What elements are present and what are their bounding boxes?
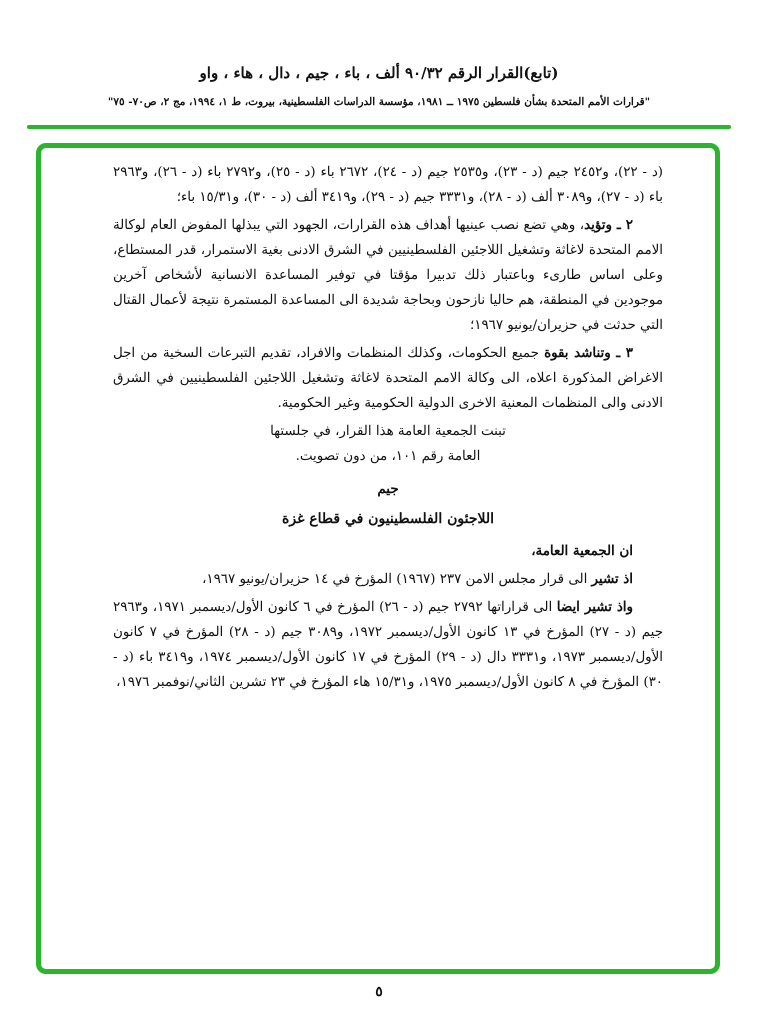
source-citation: "قرارات الأمم المتحدة بشأن فلسطين ١٩٧٥ ــ ١٩٨١، مؤسسة الدراسات الفلسطينية، بيروت، ط ١، ١٩٩٤، مج ٢، ص٧٠- ٧٥" [107,96,651,108]
paragraph-2-text: ، وهي تضع نصب عينيها أهداف هذه القرارات، الجهود التي يبذلها المفوض العام لوكالة الامم المتحدة لاغاثة وتشغيل اللاجئين الفلسطينيين في الشرق الادنى بغية الاستمرار، قدر المستطاع، وعلى اساس طارىء وباعتبار ذلك تدبيرا مؤقتا في توفير المساعدة الانسانية لأشخاص آخرين موجودين في المنطقة، هم حاليا نازحون وبحاجة شديدة الى المساعدة المستمرة نتيجة لأعمال القتال التي حدثت في حزيران/يونيو ١٩٦٧؛ [113,218,663,333]
recital-2 [113,595,663,695]
recital-2-text: الى قراراتها ٢٧٩٢ جيم (د - ٢٦) المؤرخ في ٦ كانون الأول/ديسمبر ١٩٧١، و٢٩٦٣ جيم (د - ٢٧) المؤرخ في ١٣ كانون الأول/ديسمبر ١٩٧٢، و٣٠٨٩ جيم (د - ٢٨) المؤرخ في ٧ كانون الأول/ديسمبر ١٩٧٣، و٣٣٣١ دال (د - ٢٩) المؤرخ في ١٧ كانون الأول/ديسمبر ١٩٧٤، و٣٤١٩ باء (د - ٣٠) المؤرخ في ٨ كانون الأول/ديسمبر ١٩٧٥، و١٥/٣١ هاء المؤرخ في ٢٣ تشرين الثاني/نوفمبر ١٩٧٦، [113,600,663,690]
paragraph-2 [113,213,663,338]
document-body [113,160,663,698]
preamble-lead: ان الجمعية العامة، [531,543,633,559]
paragraph-3-lead: ٣ ـ وتناشد بقوة [544,345,633,361]
page-number: ٥ [375,984,383,1000]
paragraph-3 [113,341,663,416]
recital-2-lead: واذ تشير ايضا [556,599,633,615]
adoption-note: تبنت الجمعية العامة هذا القرار، في جلستها العامة رقم ١٠١، من دون تصويت. [270,424,506,464]
document-title: (تابع)القرار الرقم ٩٠/٣٢ ألف ، باء ، جيم ، دال ، هاء ، واو [199,64,559,82]
paragraph-3-text: جميع الحكومات، وكذلك المنظمات والافراد، تقديم التبرعات السخية من اجل الاغراض المذكورة اعلاه، الى وكالة الامم المتحدة لاغاثة وتشغيل اللاجئين الفلسطينيين في الشرق الادنى والى المنظمات المعنية الاخرى الدولية الحكومية وغير الحكومية. [113,346,663,411]
recital-1 [113,567,663,592]
content-border-box [36,143,720,974]
recital-1-lead: اذ تشير [591,571,633,587]
header-divider [27,125,731,129]
paragraph-2-lead: ٢ ـ وتؤيد [584,217,633,233]
section-letter: جيم [377,481,399,497]
resolutions-list: (د - ٢٢)، و٢٤٥٢ جيم (د - ٢٣)، و٢٥٣٥ جيم (د - ٢٤)، ٢٦٧٢ باء (د - ٢٥)، و٢٧٩٢ باء (د - ٢٦)، و٢٩٦٣ باء (د - ٢٧)، و٣٠٨٩ ألف (د - ٢٨)، و٣٣٣١ جيم (د - ٢٩)، و٣٤١٩ ألف (د - ٣٠)، و١٥/٣١ باء؛ [113,165,664,205]
recital-1-text: الى قرار مجلس الامن ٢٣٧ (١٩٦٧) المؤرخ في ١٤ حزيران/يونيو ١٩٦٧، [202,572,592,587]
section-title: اللاجئون الفلسطينيون في قطاع غزة [282,511,494,527]
